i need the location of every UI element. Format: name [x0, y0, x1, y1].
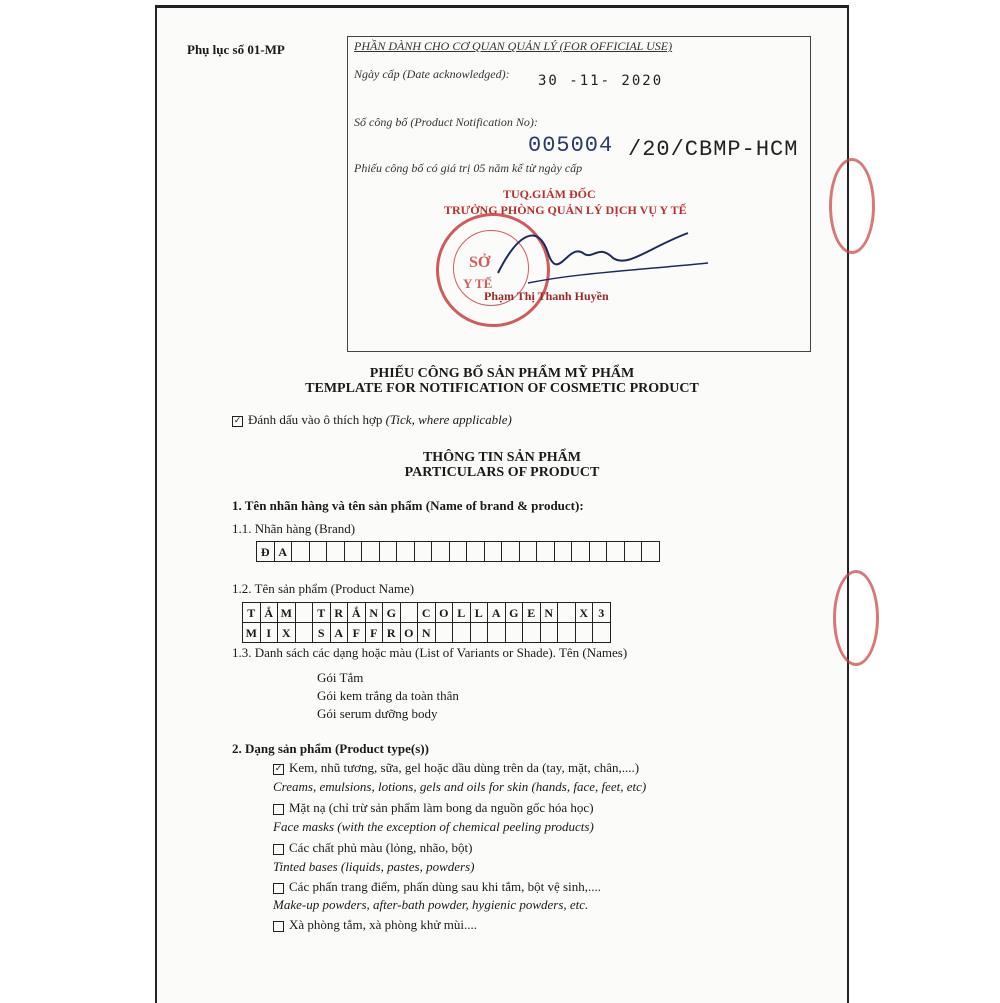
letter-cell	[522, 622, 541, 643]
letter-cell	[414, 541, 433, 562]
letter-cell: N	[540, 602, 559, 623]
product-type-item: Các chất phủ màu (lỏng, nhão, bột)	[273, 840, 472, 856]
edge-seal-bottom	[833, 570, 879, 666]
letter-cell: G	[505, 602, 524, 623]
letter-cell	[487, 622, 506, 643]
letter-cell: I	[260, 622, 279, 643]
notification-suffix: /20/CBMP-HCM	[628, 137, 799, 162]
letter-cell: F	[347, 622, 366, 643]
letter-cell: T	[242, 602, 261, 623]
tick-note: ✓ Đánh dấu vào ô thích hợp (Tick, where applicable)	[233, 412, 512, 427]
letter-cell	[575, 622, 594, 643]
letter-cell: R	[382, 622, 401, 643]
letter-cell	[606, 541, 625, 562]
letter-cell: N	[365, 602, 384, 623]
letter-cell: O	[400, 622, 419, 643]
letter-cell: F	[365, 622, 384, 643]
letter-cell: C	[417, 602, 436, 623]
product-type-en: Tinted bases (liquids, pastes, powders)	[273, 859, 475, 874]
letter-cell: Ắ	[260, 602, 279, 623]
letter-cell: 3	[592, 602, 611, 623]
variants-label: 1.3. Danh sách các dạng hoặc màu (List of Variants or Shade). Tên (Names)	[232, 645, 628, 660]
product-type-en: Creams, emulsions, lotions, gels and oils for skin (hands, face, feet, etc)	[273, 779, 647, 794]
variant-item: Gói serum dưỡng body	[317, 706, 438, 721]
section1-title: 1. Tên nhãn hàng và tên sản phẩm (Name of brand & product):	[232, 498, 584, 513]
product-type-en: Make-up powders, after-bath powder, hygienic powders, etc.	[273, 897, 589, 912]
letter-cell: L	[452, 602, 471, 623]
product-type-item: Các phấn trang điểm, phấn dùng sau khi tắm, bột vệ sinh,....	[273, 879, 601, 895]
checkbox[interactable]	[273, 883, 284, 894]
signer-title-2: TRƯỞNG PHÒNG QUẢN LÝ DỊCH VỤ Y TẾ	[444, 203, 687, 217]
official-use-box	[347, 36, 811, 352]
letter-cell	[624, 541, 643, 562]
letter-cell	[571, 541, 590, 562]
date-label: Ngày cấp (Date acknowledged):	[354, 67, 510, 81]
letter-cell	[379, 541, 398, 562]
letter-cell: L	[470, 602, 489, 623]
letter-cell: O	[435, 602, 454, 623]
product-type-en: Face masks (with the exception of chemical peeling products)	[273, 819, 594, 834]
date-value: 30 -11- 2020	[538, 73, 664, 89]
letter-cell	[557, 602, 576, 623]
letter-cell	[295, 622, 314, 643]
checkbox[interactable]	[273, 844, 284, 855]
checkbox[interactable]: ✓	[274, 763, 283, 774]
letter-cell	[400, 602, 419, 623]
letter-cell: T	[312, 602, 331, 623]
letter-cell	[592, 622, 611, 643]
checkbox[interactable]	[273, 804, 284, 815]
letter-cell	[295, 602, 314, 623]
letter-cell	[361, 541, 380, 562]
notification-number-label: Số công bố (Product Notification No):	[354, 115, 538, 129]
signer-name: Phạm Thị Thanh Huyền	[484, 289, 609, 303]
variant-item: Gói Tắm	[317, 670, 364, 685]
checkbox[interactable]	[273, 921, 284, 932]
letter-cell	[452, 622, 471, 643]
letter-cell	[309, 541, 328, 562]
letter-cell: X	[277, 622, 296, 643]
edge-seal-top	[829, 158, 875, 254]
tick-checkbox: ✓	[233, 415, 242, 426]
particulars-title-en: PARTICULARS OF PRODUCT	[404, 465, 600, 480]
variant-item: Gói kem trắng da toàn thân	[317, 688, 459, 703]
letter-cell	[641, 541, 660, 562]
letter-cell	[589, 541, 608, 562]
letter-cell: G	[382, 602, 401, 623]
letter-cell: A	[487, 602, 506, 623]
product-name-row-1	[243, 602, 611, 623]
letter-cell: Ắ	[347, 602, 366, 623]
letter-cell	[501, 541, 520, 562]
official-title: PHẦN DÀNH CHO CƠ QUAN QUẢN LÝ (FOR OFFICIAL USE)	[354, 39, 673, 53]
section2-title: 2. Dạng sản phẩm (Product type(s))	[232, 741, 429, 756]
letter-cell: Đ	[256, 541, 275, 562]
brand-label: 1.1. Nhãn hàng (Brand)	[232, 521, 356, 536]
letter-cell	[484, 541, 503, 562]
letter-cell	[431, 541, 450, 562]
product-type-item: ✓ Kem, nhũ tương, sữa, gel hoặc dầu dùng trên da (tay, mặt, chân,....)	[274, 760, 640, 775]
brand-grid	[257, 541, 660, 562]
letter-cell: M	[242, 622, 261, 643]
signer-title-1: TUQ.GIÁM ĐỐC	[503, 187, 596, 201]
letter-cell: N	[417, 622, 436, 643]
letter-cell	[326, 541, 345, 562]
letter-cell	[554, 541, 573, 562]
product-type-item: Mặt nạ (chỉ trừ sản phẩm làm bong da nguồn gốc hóa học)	[273, 800, 594, 816]
letter-cell	[435, 622, 454, 643]
form-title-en: TEMPLATE FOR NOTIFICATION OF COSMETIC PRODUCT	[305, 381, 699, 396]
letter-cell	[344, 541, 363, 562]
appendix-label: Phụ lục số 01-MP	[187, 42, 285, 57]
letter-cell	[466, 541, 485, 562]
product-label: 1.2. Tên sản phẩm (Product Name)	[232, 581, 415, 596]
letter-cell: A	[330, 622, 349, 643]
letter-cell	[291, 541, 310, 562]
particulars-title-vi: THÔNG TIN SẢN PHẨM	[422, 450, 582, 465]
letter-cell: S	[312, 622, 331, 643]
product-type-item: Xà phòng tắm, xà phòng khử mùi....	[273, 917, 477, 933]
letter-cell	[505, 622, 524, 643]
letter-cell: M	[277, 602, 296, 623]
letter-cell	[396, 541, 415, 562]
product-name-row-2	[243, 622, 611, 643]
letter-cell	[536, 541, 555, 562]
validity-note: Phiếu công bố có giá trị 05 năm kể từ ngày cấp	[354, 161, 583, 175]
official-seal: SỞ Y TẾ	[436, 213, 550, 327]
document-page	[155, 5, 849, 1003]
notification-number: 005004	[528, 133, 614, 158]
letter-cell	[540, 622, 559, 643]
letter-cell	[519, 541, 538, 562]
form-title-vi: PHIẾU CÔNG BỐ SẢN PHẨM MỸ PHẨM	[369, 366, 635, 381]
letter-cell	[557, 622, 576, 643]
letter-cell: A	[274, 541, 293, 562]
letter-cell: X	[575, 602, 594, 623]
letter-cell: R	[330, 602, 349, 623]
letter-cell	[449, 541, 468, 562]
letter-cell	[470, 622, 489, 643]
letter-cell: E	[522, 602, 541, 623]
